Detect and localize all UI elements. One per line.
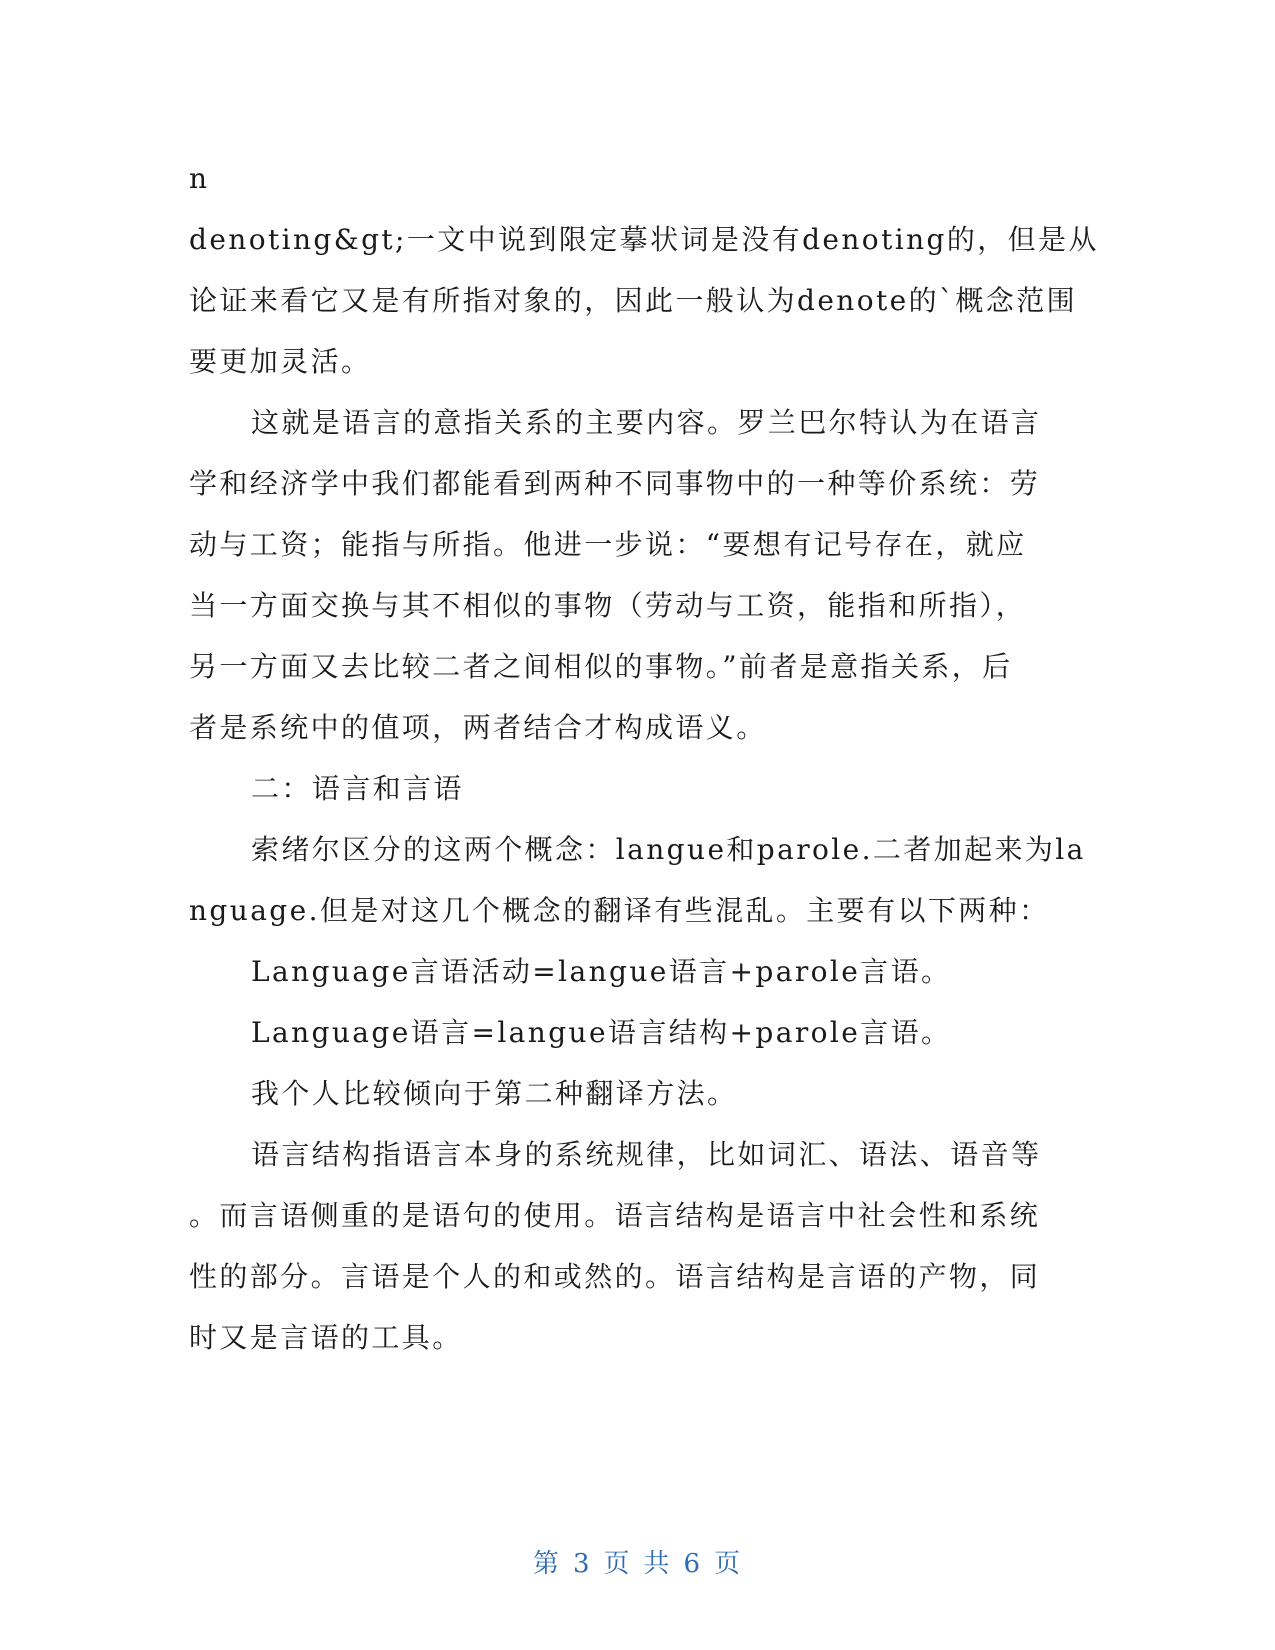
text-line: 索绪尔区分的这两个概念：langue和parole.二者加起来为la [251,833,1086,866]
footer-total-prefix: 共 [643,1549,672,1579]
text-line: 学和经济学中我们都能看到两种不同事物中的一种等价系统：劳 [189,467,1041,500]
text-line: 时又是言语的工具。 [189,1321,463,1354]
footer-total-pages: 6 [683,1549,703,1579]
text-line: Language语言=langue语言结构+parole言语。 [251,1016,952,1049]
text-line: 另一方面又去比较二者之间相似的事物。”前者是意指关系，后 [189,650,1013,683]
text-line: 。而言语侧重的是语句的使用。语言结构是语言中社会性和系统 [189,1199,1041,1232]
text-line: denoting&gt;一文中说到限定摹状词是没有denoting的，但是从 [189,223,1099,256]
document-body [189,148,1099,1368]
footer-current-page: 3 [572,1549,592,1579]
text-line: 我个人比较倾向于第二种翻译方法。 [251,1077,738,1110]
text-line: 者是系统中的值项，两者结合才构成语义。 [189,711,767,744]
text-line: 语言结构指语言本身的系统规律，比如词汇、语法、语音等 [251,1138,1042,1171]
footer-prefix: 第 [532,1549,561,1579]
text-line: Language言语活动=langue语言+parole言语。 [251,955,952,988]
text-line: 这就是语言的意指关系的主要内容。罗兰巴尔特认为在语言 [251,406,1042,439]
text-line: n [189,162,210,195]
text-line: 要更加灵活。 [189,345,372,378]
footer-page-label: 页 [603,1549,632,1579]
text-line: 论证来看它又是有所指对象的，因此一般认为denote的`概念范围 [189,284,1078,317]
text-line: nguage.但是对这几个概念的翻译有些混乱。主要有以下两种： [189,894,1050,927]
text-line: 性的部分。言语是个人的和或然的。语言结构是言语的产物，同 [189,1260,1041,1293]
text-line: 当一方面交换与其不相似的事物（劳动与工资，能指和所指）， [189,589,1027,622]
section-heading: 二：语言和言语 [251,772,464,805]
text-line: 动与工资；能指与所指。他进一步说：“要想有记号存在，就应 [189,528,1027,561]
footer-total-label: 页 [714,1549,743,1579]
page-footer [0,1543,1275,1580]
